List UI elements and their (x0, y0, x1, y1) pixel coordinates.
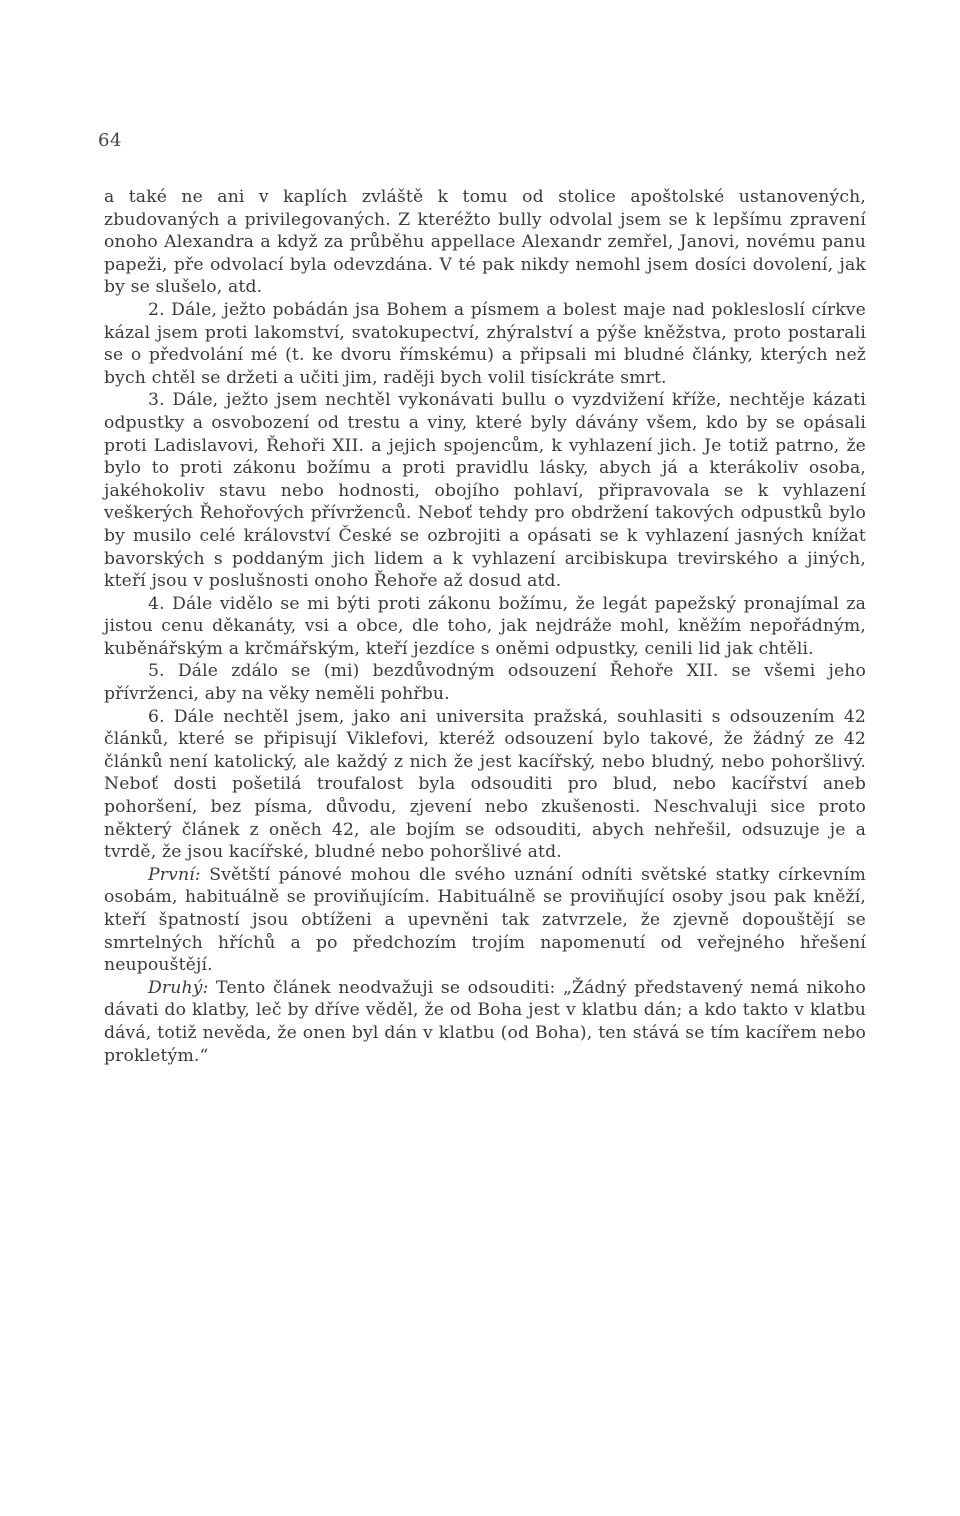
second-article-text: Tento článek neodvažuji se odsouditi: „Žádný představený nemá nikoho dávati do klatby, leč by dříve věděl, že od Boha jest v klatbu dán; a kdo takto v klatbu dává, totiž nevěda, že onen byl dán v klatbu (od Boha), ten stává se tím kacířem nebo prokletým.“ (104, 977, 866, 1066)
first-article-text: Světští pánové mohou dle svého uznání odníti světské statky církevním osobám, habituálně se proviňujícím. Habituálně se proviňující osoby jsou pak kněží, kteří špatností jsou obtíženi a upevněni tak zatvrzele, že zjevně dopouštějí se smrtelných hříchů a po předchozím trojím napomenutí od veřejného hřešení neupouštějí. (104, 864, 866, 976)
second-article-lead: Druhý: (148, 977, 209, 998)
paragraph-point-2: 2. Dále, ježto pobádán jsa Bohem a písmem a bolest maje nad poklesloslí církve kázal jsem proti lakomství, svatokupectví, zhýralství a pýše kněžstva, proto postarali se o předvolání mé (t. ke dvoru římskému) a připsali mi bludné články, kterých než bych chtěl se držeti a učiti jim, raději bych volil tisíckráte smrt. (104, 299, 866, 388)
paragraph-point-6: 6. Dále nechtěl jsem, jako ani universita pražská, souhlasiti s odsouzením 42 článků, které se připisují Viklefovi, kteréž odsouzení bylo takové, že žádný ze 42 článků není katolický, ale každý z nich že jest kacířský, nebo bludný, nebo pohoršlivý. Neboť dosti pošetilá troufalost byla odsouditi pro blud, nebo kacířství aneb pohoršení, bez písma, důvodu, zjevení nebo zkušenosti. Neschvaluji sice proto některý článek z oněch 42, ale bojím se odsouditi, abych nehřešil, odsuzuje je a tvrdě, že jsou kacířské, bludné nebo pohoršlivé atd. (104, 706, 866, 863)
paragraph-second-article (104, 977, 866, 1067)
body-text (104, 186, 866, 1067)
paragraph-point-5: 5. Dále zdálo se (mi) bezdůvodným odsouzení Řehoře XII. se všemi jeho přívrženci, aby na věky neměli pohřbu. (104, 661, 866, 705)
paragraph-point-4: 4. Dále vidělo se mi býti proti zákonu božímu, že legát papežský pronajímal za jistou cenu děkanáty, vsi a obce, dle toho, jak nejdráže mohl, kněžím nepořádným, kuběnářským a krčmářským, kteří jezdíce s oněmi odpustky, cenili lid jak chtěli. (104, 593, 866, 659)
paragraph-first-article (104, 864, 866, 977)
page-number: 64 (98, 130, 122, 151)
paragraph-point-3: 3. Dále, ježto jsem nechtěl vykonávati bullu o vyzdvižení kříže, nechtěje kázati odpustky a osvobození od trestu a viny, které byly dávány všem, kdo by se opásali proti Ladislavovi, Řehoři XII. a jejich spojencům, k vyhlazení jich. Je totiž patrno, že bylo to proti zákonu božímu a proti pravidlu lásky, abych já a kterákoliv osoba, jakéhokoliv stavu nebo hodnosti, obojího pohlaví, připravovala se k vyhlazení veškerých Řehořových přívrženců. Neboť tehdy pro obdržení takových odpustků bylo by musilo celé království České se ozbrojiti a opásati se k vyhlazení jasných knížat bavorských s poddaným jich lidem a k vyhlazení arcibiskupa trevirského a jiných, kteří jsou v poslušnosti onoho Řehoře až dosud atd. (104, 390, 866, 592)
first-article-lead: První: (148, 864, 201, 885)
paragraph-continuation: a také ne ani v kaplích zvláště k tomu od stolice apoštolské ustanovených, zbudovaných a privilegovaných. Z kteréžto bully odvolal jsem se k lepšímu zpravení onoho Alexandra a když za průběhu appellace Alexandr zemřel, Janovi, novému panu papeži, pře odvolací byla odevzdána. V té pak nikdy nemohl jsem dosíci dovolení, jak by se slušelo, atd. (104, 187, 866, 298)
